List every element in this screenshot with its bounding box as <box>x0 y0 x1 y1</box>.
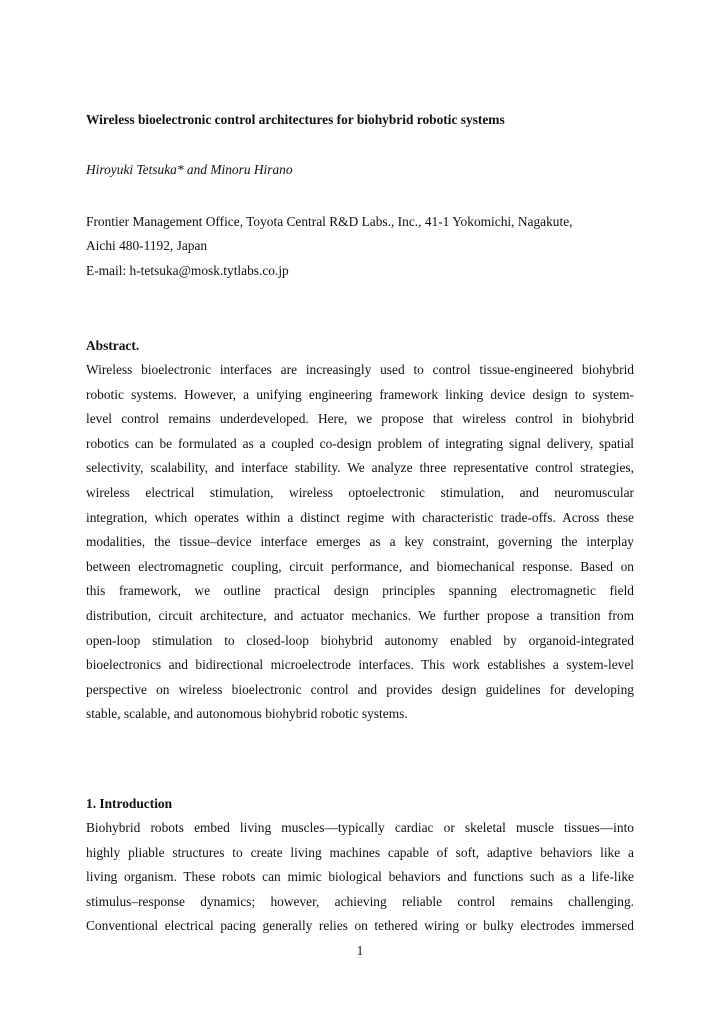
introduction-line: living organism. These robots can mimic biological behaviors and functions such as a life-like <box>86 869 634 885</box>
abstract-line: selectivity, scalability, and interface stability. We analyze three representative control strategies, <box>86 460 634 476</box>
email-line[interactable]: E-mail: h-tetsuka@mosk.tytlabs.co.jp <box>86 262 289 278</box>
abstract-line: bioelectronics and bidirectional microelectrode interfaces. This work establishes a system-level <box>86 657 634 673</box>
abstract-heading: Abstract. <box>86 338 140 353</box>
abstract-line: perspective on wireless bioelectronic control and provides design guidelines for developing <box>86 681 634 697</box>
abstract-line: this framework, we outline practical design principles spanning electromagnetic field <box>86 583 634 599</box>
abstract-line: robotic systems. However, a unifying engineering framework linking device design to system- <box>86 386 634 402</box>
paper-authors: Hiroyuki Tetsuka* and Minoru Hirano <box>86 162 293 177</box>
abstract-line: between electromagnetic coupling, circuit performance, and biomechanical response. Based on <box>86 558 634 574</box>
introduction-line: highly pliable structures to create living machines capable of soft, adaptive behaviors like a <box>86 844 634 860</box>
introduction-line: stimulus–response dynamics; however, achieving reliable control remains challenging. <box>86 893 634 909</box>
page-number: 1 <box>356 943 364 958</box>
abstract-text <box>86 358 634 727</box>
introduction-heading: 1. Introduction <box>86 796 173 811</box>
paper-title: Wireless bioelectronic control architectures for biohybrid robotic systems <box>86 112 505 127</box>
introduction-text <box>86 816 634 939</box>
abstract-line: Wireless bioelectronic interfaces are increasingly used to control tissue-engineered biohybrid <box>86 362 634 377</box>
abstract-line: robotics can be formulated as a coupled co-design problem of integrating signal delivery, spatial <box>86 435 634 451</box>
abstract-line: integration, which operates within a distinct regime with characteristic trade-offs. Across these <box>86 509 634 525</box>
abstract-line: distribution, circuit architecture, and actuator mechanics. We further propose a transition from <box>86 607 634 623</box>
abstract-line: level control remains underdeveloped. Here, we propose that wireless control in biohybrid <box>86 411 634 427</box>
abstract-line: modalities, the tissue–device interface emerges as a key constraint, governing the interplay <box>86 534 634 550</box>
abstract-line: open-loop stimulation to closed-loop biohybrid autonomy enabled by organoid-integrated <box>86 632 634 648</box>
affiliation-block <box>86 210 634 283</box>
introduction-line: Biohybrid robots embed living muscles—typically cardiac or skeletal muscle tissues—into <box>86 820 634 835</box>
abstract-line: wireless electrical stimulation, wireless optoelectronic stimulation, and neuromuscular <box>86 484 634 500</box>
paper-page <box>86 0 634 1019</box>
introduction-line: Conventional electrical pacing generally relies on tethered wiring or bulky electrodes immersed <box>86 918 634 934</box>
affiliation-line: Aichi 480-1192, Japan <box>86 238 208 254</box>
affiliation-line: Frontier Management Office, Toyota Central R&D Labs., Inc., 41-1 Yokomichi, Nagakute, <box>86 214 573 229</box>
abstract-line: stable, scalable, and autonomous biohybrid robotic systems. <box>86 706 408 722</box>
